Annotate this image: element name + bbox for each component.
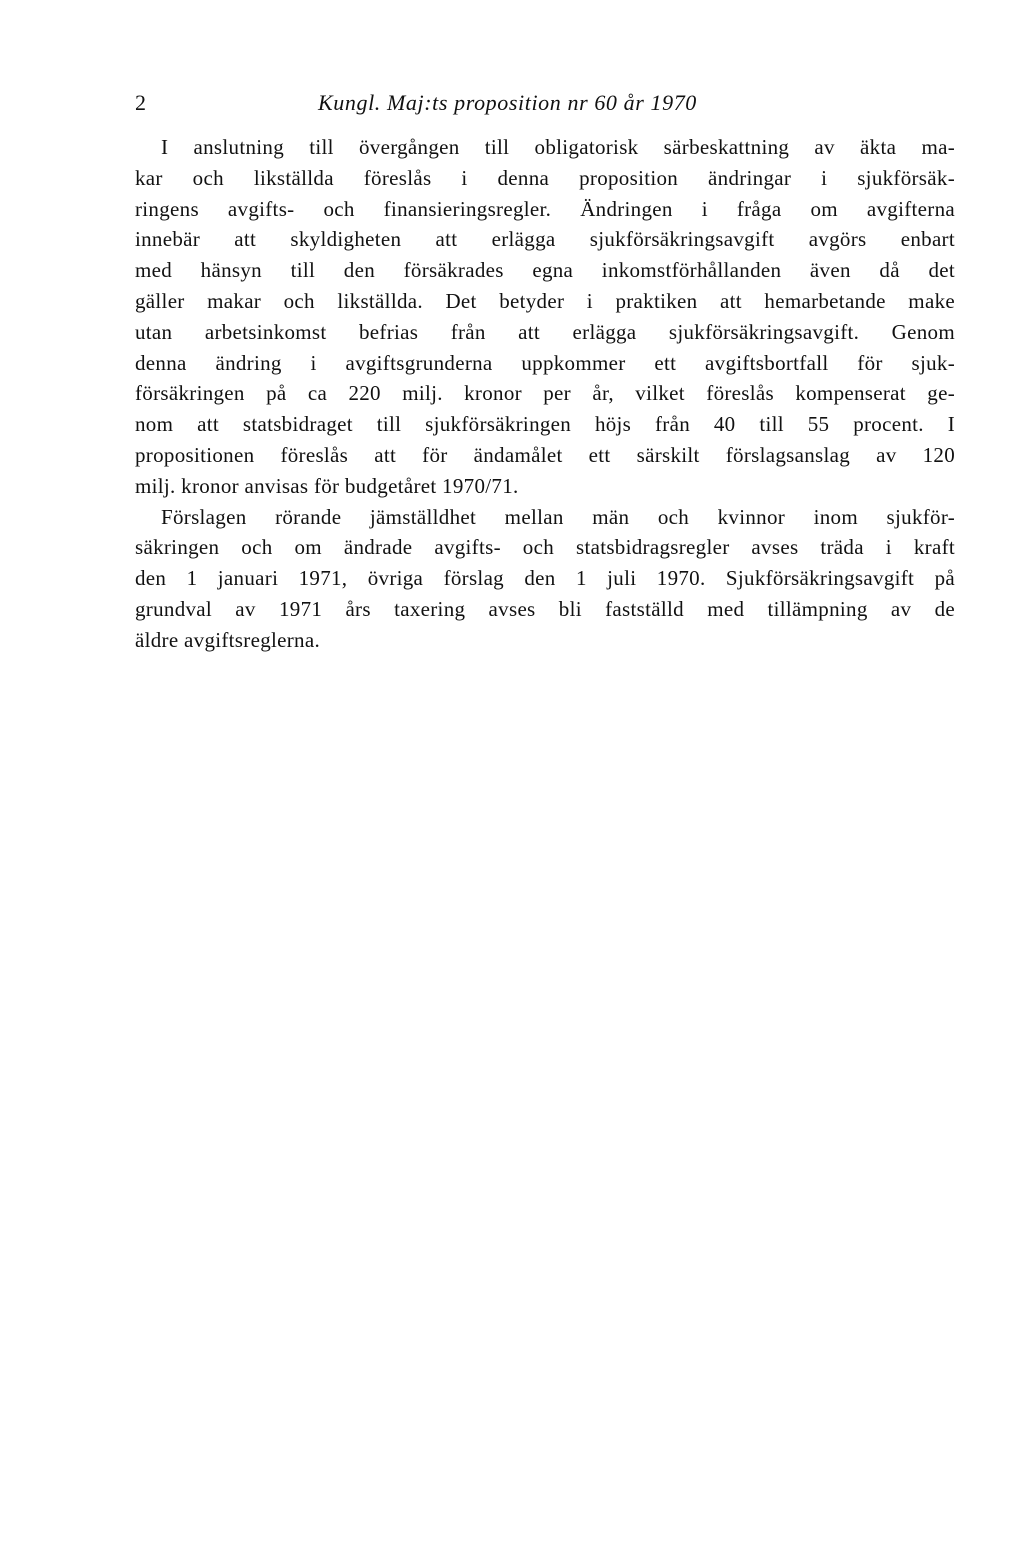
text-line: ringens avgifts- och finansieringsregler. Ändringen i fråga om avgifterna: [135, 196, 955, 221]
text-line: milj. kronor anvisas för budgetåret 1970/71.: [135, 473, 519, 498]
text-line: I anslutning till övergången till obligatorisk särbeskattning av äkta ma-: [161, 135, 955, 159]
text-line: den 1 januari 1971, övriga förslag den 1 juli 1970. Sjukförsäkringsavgift på: [135, 566, 955, 591]
text-line: denna ändring i avgiftsgrunderna uppkommer ett avgiftsbortfall för sjuk-: [135, 350, 955, 375]
paragraph-2: [135, 502, 955, 656]
text-line: Förslagen rörande jämställdhet mellan män och kvinnor inom sjukför-: [161, 504, 955, 529]
text-line: gäller makar och likställda. Det betyder i praktiken att hemarbetande make: [135, 288, 955, 313]
text-line: grundval av 1971 års taxering avses bli fastställd med tillämpning av de: [135, 596, 955, 621]
text-line: utan arbetsinkomst befrias från att erlägga sjukförsäkringsavgift. Genom: [135, 319, 955, 344]
paragraph-1: [135, 132, 955, 502]
text-line: säkringen och om ändrade avgifts- och statsbidragsregler avses träda i kraft: [135, 535, 955, 560]
text-line: försäkringen på ca 220 milj. kronor per år, vilket föreslås kompenserat ge-: [135, 381, 955, 406]
text-line: med hänsyn till den försäkrades egna inkomstförhållanden även då det: [135, 258, 955, 283]
text-line: äldre avgiftsreglerna.: [135, 627, 321, 652]
text-line: innebär att skyldigheten att erlägga sjukförsäkringsavgift avgörs enbart: [135, 227, 955, 252]
body-text: [135, 132, 955, 656]
text-line: propositionen föreslås att för ändamålet ett särskilt förslagsanslag av 120: [135, 442, 955, 467]
text-line: nom att statsbidraget till sjukförsäkringen höjs från 40 till 55 procent. I: [135, 412, 955, 437]
running-header-title: Kungl. Maj:ts proposition nr 60 år 1970: [318, 90, 697, 115]
page-number: 2: [135, 90, 147, 115]
text-line: kar och likställda föreslås i denna proposition ändringar i sjukförsäk-: [135, 165, 955, 190]
